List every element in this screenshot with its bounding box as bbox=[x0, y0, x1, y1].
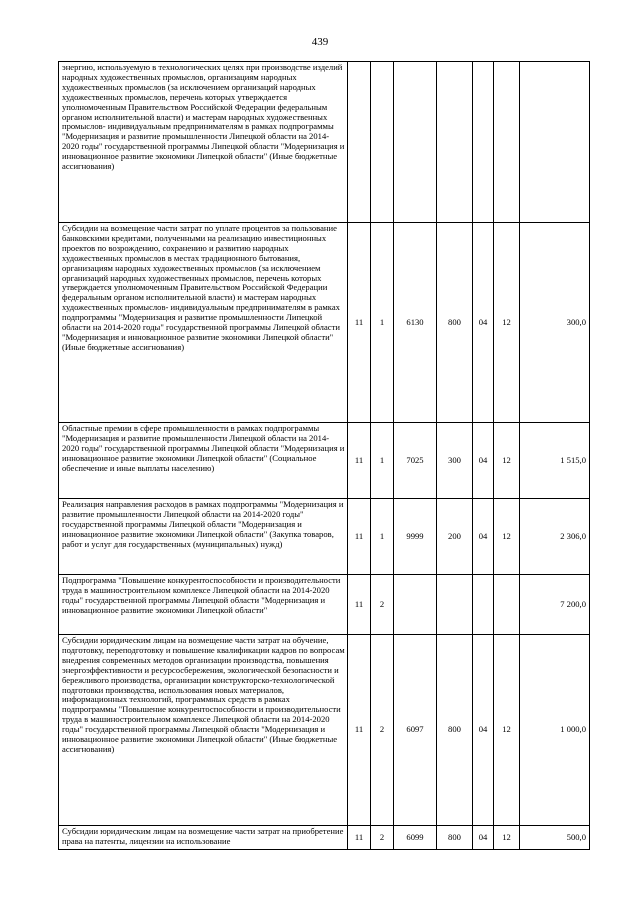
code-cell-5: 04 bbox=[473, 423, 494, 499]
code-cell-6: 12 bbox=[494, 223, 520, 423]
row-description: энергию, используемую в технологических целях при производстве изделий народных художественных промыслов, организациям народных художественных промыслов (за исключением организаций народных художественных промыслов, перечень которых утверждается уполномоченным Правительством Российской Федерации федеральным органом исполнительной власти) и мастерам народных художественных промыслов- индивидуальным предпринимателям в рамках подпрограммы "Модернизация и развитие промышленности Липецкой области на 2014-2020 годы" государственной программы Липецкой области "Модернизация и инновационное развитие экономики Липецкой области" (Иные бюджетные ассигнования) bbox=[59, 62, 348, 223]
table-row bbox=[59, 575, 590, 635]
table-row bbox=[59, 499, 590, 575]
row-description: Субсидии юридическим лицам на возмещение части затрат на приобретение права на патенты, лицензии на использование bbox=[59, 826, 348, 850]
code-cell-1: 11 bbox=[348, 575, 371, 635]
code-cell-4 bbox=[437, 575, 473, 635]
code-cell-1 bbox=[348, 62, 371, 223]
code-cell-4: 800 bbox=[437, 635, 473, 826]
amount-cell: 500,0 bbox=[520, 826, 590, 850]
code-cell-1: 11 bbox=[348, 499, 371, 575]
row-description: Субсидии на возмещение части затрат по уплате процентов за пользование банковскими кредитами, полученными на реализацию инвестиционных проектов по возрождению, сохранению и развитию народных художественных промыслов в местах традиционного бытования, организациям народных художественных промыслов (за исключением организаций народных художественных промыслов, перечень которых утверждается уполномоченным Правительством Российской Федерации федеральным органом исполнительной власти) и мастерам народных художественных промыслов- индивидуальным предпринимателям в рамках подпрограммы "Модернизация и развитие промышленности Липецкой области на 2014-2020 годы" государственной программы Липецкой области "Модернизация и инновационное развитие экономики Липецкой области" (Иные бюджетные ассигнования) bbox=[59, 223, 348, 423]
code-cell-4: 800 bbox=[437, 223, 473, 423]
code-cell-3: 6097 bbox=[394, 635, 437, 826]
code-cell-6: 12 bbox=[494, 499, 520, 575]
code-cell-1: 11 bbox=[348, 826, 371, 850]
code-cell-6: 12 bbox=[494, 826, 520, 850]
row-description: Подпрограмма "Повышение конкурентоспособности и производительности труда в машиностроительном комплексе Липецкой области на 2014-2020 годы" государственной программы Липецкой области "Модернизация и инновационное развитие экономики Липецкой области" bbox=[59, 575, 348, 635]
code-cell-4: 800 bbox=[437, 826, 473, 850]
code-cell-3: 9999 bbox=[394, 499, 437, 575]
code-cell-2: 2 bbox=[371, 635, 394, 826]
amount-cell: 1 000,0 bbox=[520, 635, 590, 826]
row-description: Реализация направления расходов в рамках подпрограммы "Модернизация и развитие промышленности Липецкой области на 2014-2020 годы" государственной программы Липецкой области "Модернизация и инновационное развитие экономики Липецкой области" (Закупка товаров, работ и услуг для государственных (муниципальных) нужд) bbox=[59, 499, 348, 575]
code-cell-2 bbox=[371, 62, 394, 223]
code-cell-5: 04 bbox=[473, 826, 494, 850]
code-cell-5: 04 bbox=[473, 499, 494, 575]
row-description: Областные премии в сфере промышленности в рамках подпрограммы "Модернизация и развитие промышленности Липецкой области на 2014-2020 годы" государственной программы Липецкой области "Модернизация и инновационное развитие экономики Липецкой области" (Социальное обеспечение и иные выплаты населению) bbox=[59, 423, 348, 499]
amount-cell: 7 200,0 bbox=[520, 575, 590, 635]
table-row bbox=[59, 826, 590, 850]
code-cell-3: 7025 bbox=[394, 423, 437, 499]
code-cell-6: 12 bbox=[494, 423, 520, 499]
code-cell-5: 04 bbox=[473, 635, 494, 826]
amount-cell: 1 515,0 bbox=[520, 423, 590, 499]
amount-cell: 300,0 bbox=[520, 223, 590, 423]
code-cell-2: 1 bbox=[371, 499, 394, 575]
code-cell-6 bbox=[494, 62, 520, 223]
code-cell-1: 11 bbox=[348, 223, 371, 423]
code-cell-5 bbox=[473, 575, 494, 635]
code-cell-3: 6099 bbox=[394, 826, 437, 850]
code-cell-2: 2 bbox=[371, 826, 394, 850]
code-cell-3 bbox=[394, 575, 437, 635]
code-cell-4 bbox=[437, 62, 473, 223]
table-row bbox=[59, 62, 590, 223]
code-cell-6 bbox=[494, 575, 520, 635]
code-cell-2: 1 bbox=[371, 223, 394, 423]
code-cell-2: 1 bbox=[371, 423, 394, 499]
row-description: Субсидии юридическим лицам на возмещение части затрат на обучение, подготовку, переподготовку и повышение квалификации кадров по вопросам внедрения современных методов организации производства, повышения энергоэффективности и ресурсосбережения, экологической безопасности и бережливого производства, организации конструкторско-технологической подготовки производства, использования новых материалов, информационных технологий, программных средств в рамках подпрограммы "Повышение конкурентоспособности и производительности труда в машиностроительном комплексе Липецкой области на 2014-2020 годы" государственной программы Липецкой области "Модернизация и инновационное развитие экономики Липецкой области" (Иные бюджетные ассигнования) bbox=[59, 635, 348, 826]
code-cell-5: 04 bbox=[473, 223, 494, 423]
page-number: 439 bbox=[311, 36, 329, 48]
code-cell-5 bbox=[473, 62, 494, 223]
amount-cell bbox=[520, 62, 590, 223]
code-cell-4: 300 bbox=[437, 423, 473, 499]
code-cell-2: 2 bbox=[371, 575, 394, 635]
code-cell-6: 12 bbox=[494, 635, 520, 826]
code-cell-4: 200 bbox=[437, 499, 473, 575]
code-cell-3 bbox=[394, 62, 437, 223]
code-cell-1: 11 bbox=[348, 423, 371, 499]
table-row bbox=[59, 223, 590, 423]
code-cell-1: 11 bbox=[348, 635, 371, 826]
code-cell-3: 6130 bbox=[394, 223, 437, 423]
amount-cell: 2 306,0 bbox=[520, 499, 590, 575]
table-row bbox=[59, 635, 590, 826]
budget-table bbox=[58, 61, 590, 850]
table-row bbox=[59, 423, 590, 499]
